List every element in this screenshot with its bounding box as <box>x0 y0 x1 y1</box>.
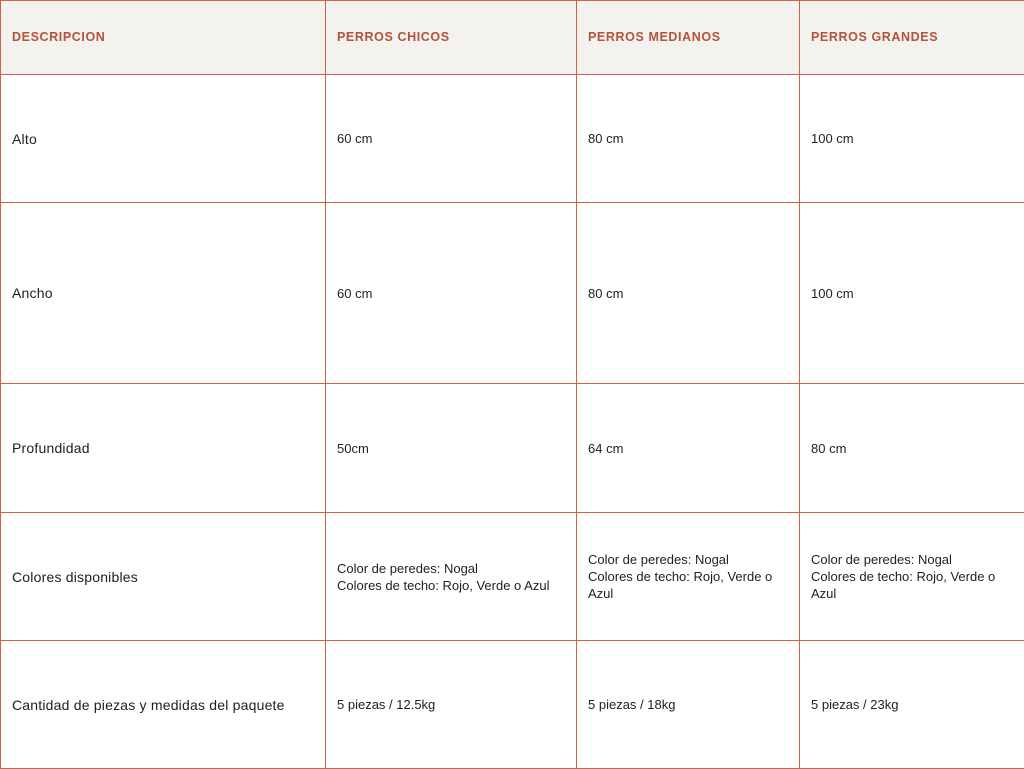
header-perros-chicos: PERROS CHICOS <box>326 1 577 75</box>
row-label: Profundidad <box>1 384 326 513</box>
cell-chicos: 5 piezas / 12.5kg <box>326 641 577 769</box>
cell-grandes: 5 piezas / 23kg <box>800 641 1024 769</box>
row-label: Alto <box>1 75 326 203</box>
table-row-colores <box>1 513 1024 641</box>
cell-chicos: 60 cm <box>326 75 577 203</box>
cell-grandes: 100 cm <box>800 203 1024 384</box>
cell-grandes: 100 cm <box>800 75 1024 203</box>
cell-grandes: 80 cm <box>800 384 1024 513</box>
row-label: Cantidad de piezas y medidas del paquete <box>1 641 326 769</box>
row-label: Ancho <box>1 203 326 384</box>
cell-medianos: Color de peredes: Nogal Colores de techo: Rojo, Verde o Azul <box>577 513 800 641</box>
cell-medianos: 80 cm <box>577 75 800 203</box>
row-label: Colores disponibles <box>1 513 326 641</box>
cell-grandes: Color de peredes: Nogal Colores de techo: Rojo, Verde o Azul <box>800 513 1024 641</box>
table-row-alto <box>1 75 1024 203</box>
table-row-piezas <box>1 641 1024 769</box>
header-descripcion: DESCRIPCION <box>1 1 326 75</box>
cell-medianos: 64 cm <box>577 384 800 513</box>
cell-medianos: 80 cm <box>577 203 800 384</box>
table-row-profundidad <box>1 384 1024 513</box>
table-row-ancho <box>1 203 1024 384</box>
cell-chicos: 50cm <box>326 384 577 513</box>
cell-medianos: 5 piezas / 18kg <box>577 641 800 769</box>
cell-chicos: 60 cm <box>326 203 577 384</box>
header-row <box>1 1 1024 75</box>
cell-chicos: Color de peredes: Nogal Colores de techo: Rojo, Verde o Azul <box>326 513 577 641</box>
header-perros-medianos: PERROS MEDIANOS <box>577 1 800 75</box>
header-perros-grandes: PERROS GRANDES <box>800 1 1024 75</box>
